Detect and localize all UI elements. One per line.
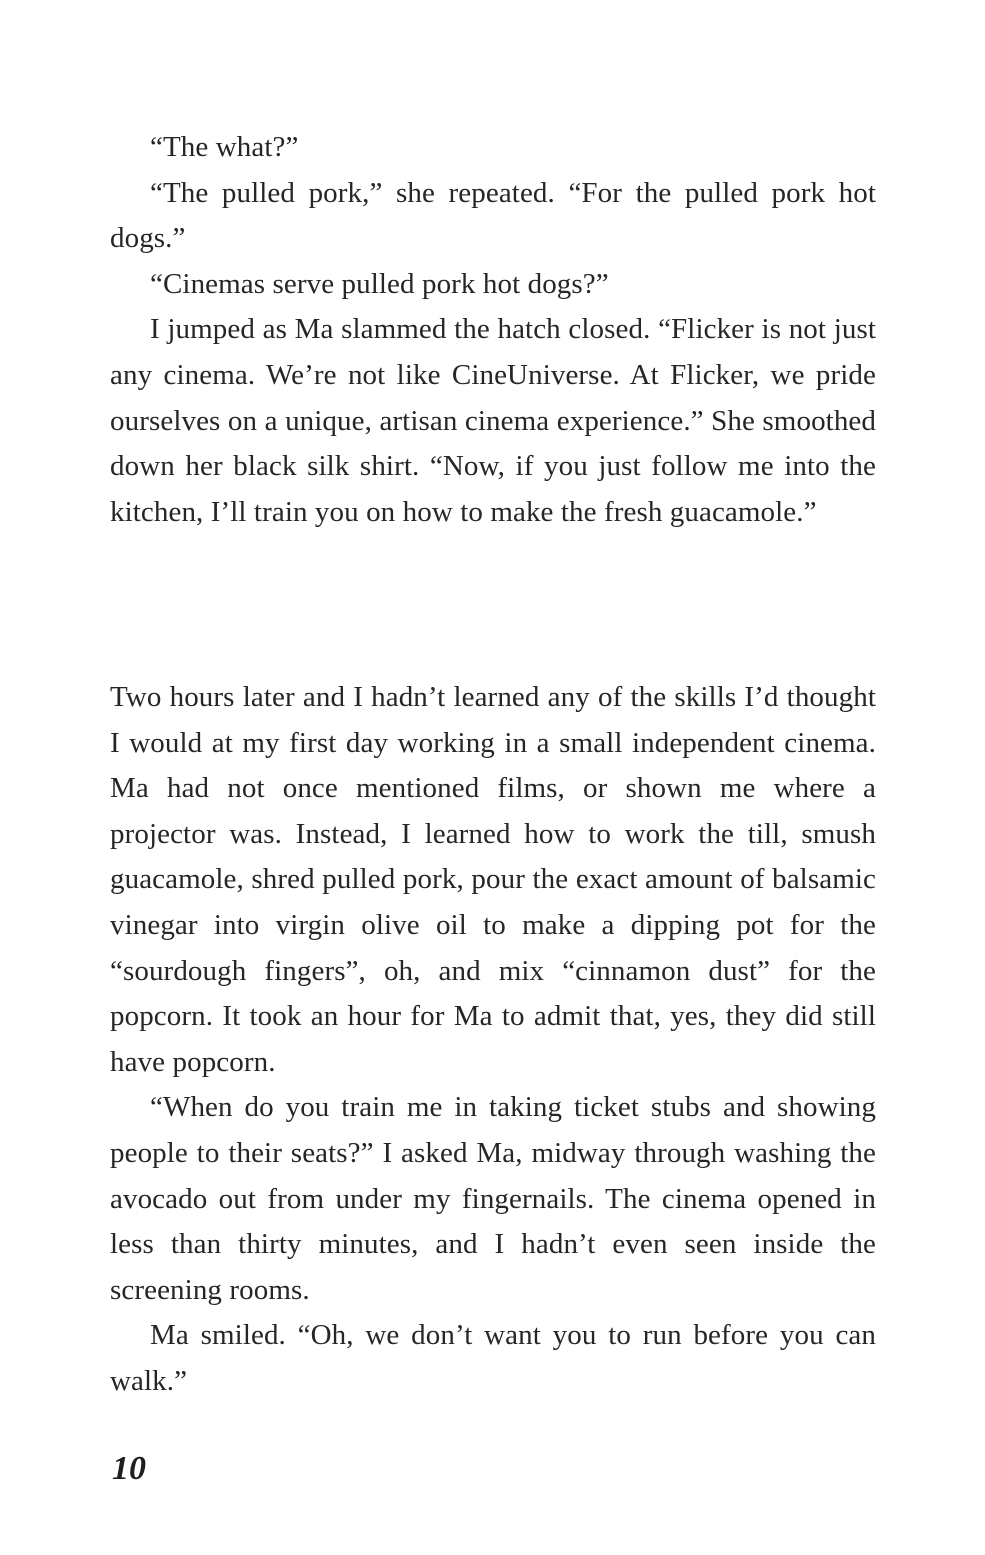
page-number: 10 (112, 1450, 146, 1487)
paragraph: “The pulled pork,” she repeated. “For the pulled pork hot dogs.” (110, 176, 876, 255)
paragraph: “The what?” (150, 131, 299, 163)
scene-1-text (110, 125, 876, 535)
paragraph: “When do you train me in taking ticket stubs and showing people to their seats?” I asked Ma, midway through washing the avocado out from under my fingernails. The cinema opened in less than thirty minutes, and I hadn’t even seen inside the screening rooms. (110, 1091, 876, 1306)
paragraph: Ma smiled. “Oh, we don’t want you to run before you can walk.” (110, 1319, 876, 1397)
scene-2-text (110, 675, 876, 1405)
paragraph: I jumped as Ma slammed the hatch closed. “Flicker is not just any cinema. We’re not like CineUniverse. At Flicker, we pride ourselves on a unique, artisan cinema experience.” She smoothed down her black silk shirt. “Now, if you just follow me into the kitchen, I’ll train you on how to make the fresh guacamole.” (110, 313, 876, 528)
paragraph: “Cinemas serve pulled pork hot dogs?” (150, 267, 609, 300)
paragraph: Two hours later and I hadn’t learned any of the skills I’d thought I would at my first day working in a small independent cinema. Ma had not once mentioned films, or shown me where a projector was. Instead, I learned how to work the till, smush guacamole, shred pulled pork, pour the exact amount of balsamic vinegar into virgin olive oil to make a dipping pot for the “sourdough fingers”, oh, and mix “cinnamon dust” for the popcorn. It took an hour for Ma to admit that, yes, they did still have popcorn. (110, 681, 876, 1078)
